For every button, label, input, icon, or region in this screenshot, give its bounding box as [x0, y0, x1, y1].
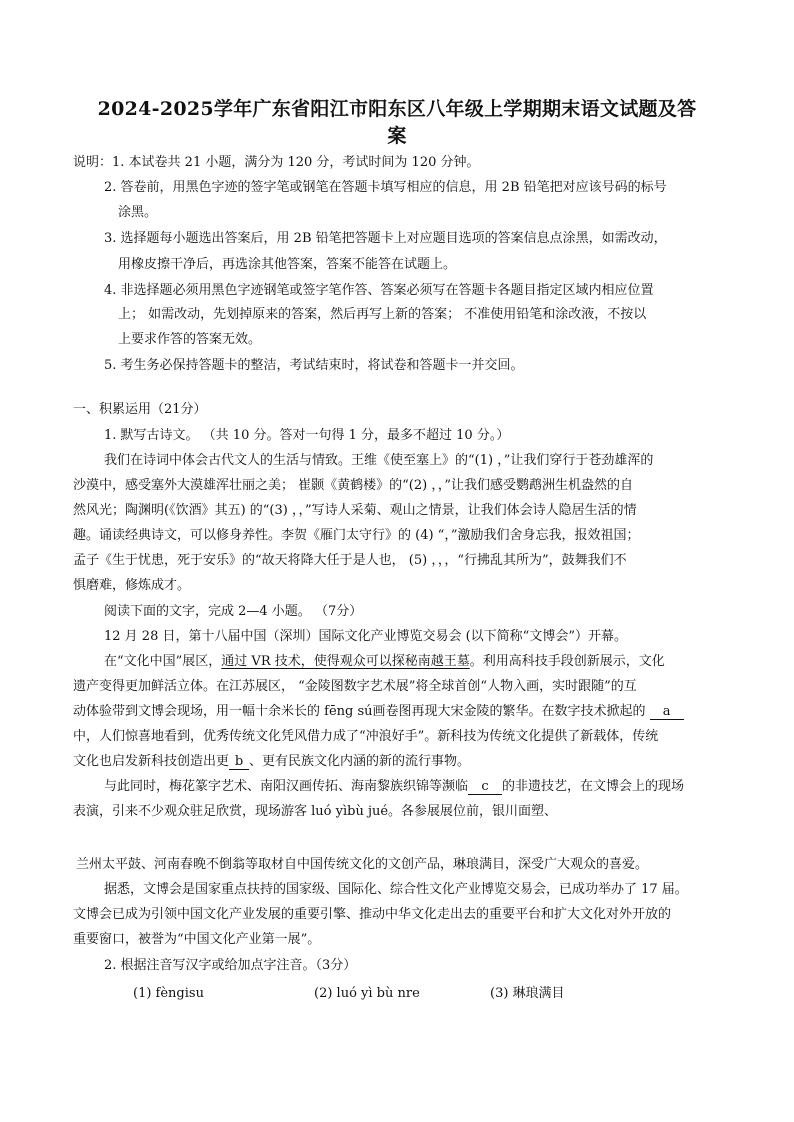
instruction-2: 2. 答卷前，用黑色字迹的签字笔或钢笔在答题卡填写相应的信息，用 2B 铅笔把对应该号码的标号 [104, 180, 667, 195]
instruction-3: 3. 选择题每小题选出答案后，用 2B 铅笔把答题卡上对应题目选项的答案信息点涂黑，如需改动， [104, 231, 667, 246]
news-line: 中，人们惊喜地看到，优秀传统文化凭风借力成了“冲浪好手”。新科技为传统文化提供了新载体，传统 [73, 729, 659, 744]
news-line [73, 703, 684, 721]
q2-item-2: (2) luó yì bù nre [314, 986, 420, 1001]
question-2-title: 2. 根据注音写汉字或给加点字注音。（3分） [104, 958, 357, 973]
news-line: 遗产变得更加鲜活立体。在江苏展区， “金陵图数字艺术展”将全球首创“人物入画，实时跟随”的互 [73, 679, 637, 694]
blank-b: b [229, 755, 249, 770]
news-text: 动体验带到文博会现场，用一幅十余米长的 fēng sú画卷图再现大宋金陵的繁华。在数字技术掀起的 [73, 704, 646, 719]
news-text: 、更有民族文化内涵的新的流行事物。 [249, 754, 471, 769]
news-line: 兰州太平鼓、河南春晚不倒翁等取材自中国传统文化的文创产品，琳琅满目，深受广大观众的喜爱。 [76, 857, 649, 872]
news-line: 重要窗口，被誉为“中国文化产业第一展”。 [73, 932, 321, 947]
q2-item-1: (1) fèngisu [133, 986, 204, 1001]
instruction-2-cont: 涂黑。 [118, 205, 158, 220]
news-text: 的非遗技艺，在文博会上的现场 [502, 779, 685, 794]
instruction-5: 5. 考生务必保持答题卡的整洁，考试结束时，将试卷和答题卡一并交回。 [104, 358, 524, 373]
title-line-2: 案 [387, 125, 407, 147]
news-line [104, 653, 665, 671]
title-line-1: 2024-2025学年广东省阳江市阳东区八年级上学期期末语文试题及答 [97, 98, 697, 120]
underlined-sentence: 通过 VR 技术，使得观众可以探秘南越王墓 [221, 654, 470, 669]
q1-paragraph-line: 沙漠中，感受塞外大漠雄浑壮丽之美； 崔颢《黄鹤楼》的“(2) ，，”让我们感受鹦鹉洲生机盎然的自 [73, 478, 633, 493]
q1-paragraph-line: 趣。诵读经典诗文，可以修身养性。李贺《雁门太守行》的 (4) “，”激励我们舍身忘我，报效祖国； [73, 528, 640, 543]
news-text: 在“文化中国”展区， [104, 654, 222, 669]
q1-paragraph-line: 然风光；陶渊明(《饮酒》其五) 的“(3) ，，”写诗人采菊、观山之情景，让我们体会诗人隐居生活的情 [73, 503, 637, 518]
instruction-4: 4. 非选择题必须用黑色字迹钢笔或签字笔作答、答案必须写在答题卡各题目指定区域内相应位置 [104, 283, 654, 298]
news-line: 12 月 28 日，第十八届中国（深圳）国际文化产业博览交易会 (以下简称“文博会”）开幕。 [104, 629, 627, 644]
news-text: 与此同时，梅花篆字艺术、南阳汉画传拓、海南黎族织锦等濒临 [104, 779, 469, 794]
q1-paragraph-line: 我们在诗词中体会古代文人的生活与情致。王维《使至塞上》的“(1) ，”让我们穿行于苍劲雄浑的 [104, 453, 654, 468]
news-text: 文化也启发新科技创造出更 [73, 754, 230, 769]
instruction-4-cont: 上； 如需改动，先划掉原来的答案，然后再写上新的答案； 不准使用铅笔和涂改液，不按以 [118, 307, 647, 322]
document-title [60, 96, 734, 150]
reading-intro: 阅读下面的文字，完成 2—4 小题。 （7分） [104, 604, 363, 619]
news-line [73, 753, 470, 771]
blank-a: a [650, 705, 684, 720]
news-text: 。利用高科技手段创新展示，文化 [469, 654, 665, 669]
blank-c: c [468, 780, 502, 795]
q1-paragraph-line: 惧磨难，修炼成才。 [73, 578, 191, 593]
q1-paragraph-line: 孟子《生于忧患，死于安乐》的“故天将降大任于是人也， (5) ，，，“行拂乱其所为”，鼓舞我们不 [73, 553, 627, 568]
news-line: 据悉，文博会是国家重点扶持的国家级、国际化、综合性文化产业博览交易会，已成功举办了 17 届。 [104, 882, 688, 897]
q2-item-3: (3) 琳琅满目 [490, 986, 565, 1001]
section-heading: 一、积累运用（21分） [73, 402, 207, 417]
instruction-3-cont: 用橡皮擦干净后，再选涂其他答案，答案不能答在试题上。 [118, 257, 457, 272]
question-1-title: 1. 默写古诗文。 （共 10 分。答对一句得 1 分，最多不超过 10 分。） [104, 428, 510, 443]
news-line: 文博会已成为引领中国文化产业发展的重要引擎、推动中华文化走出去的重要平台和扩大文化对外开放的 [73, 907, 672, 922]
instruction-1: 说明：1. 本试卷共 21 小题，满分为 120 分，考试时间为 120 分钟。 [73, 155, 480, 170]
news-line [104, 778, 684, 796]
instruction-4-cont-2: 上要求作答的答案无效。 [118, 332, 262, 347]
news-line: 表演，引来不少观众驻足欣赏，现场游客 luó yìbù jué。各参展展位前，银川面塑、 [73, 804, 558, 819]
